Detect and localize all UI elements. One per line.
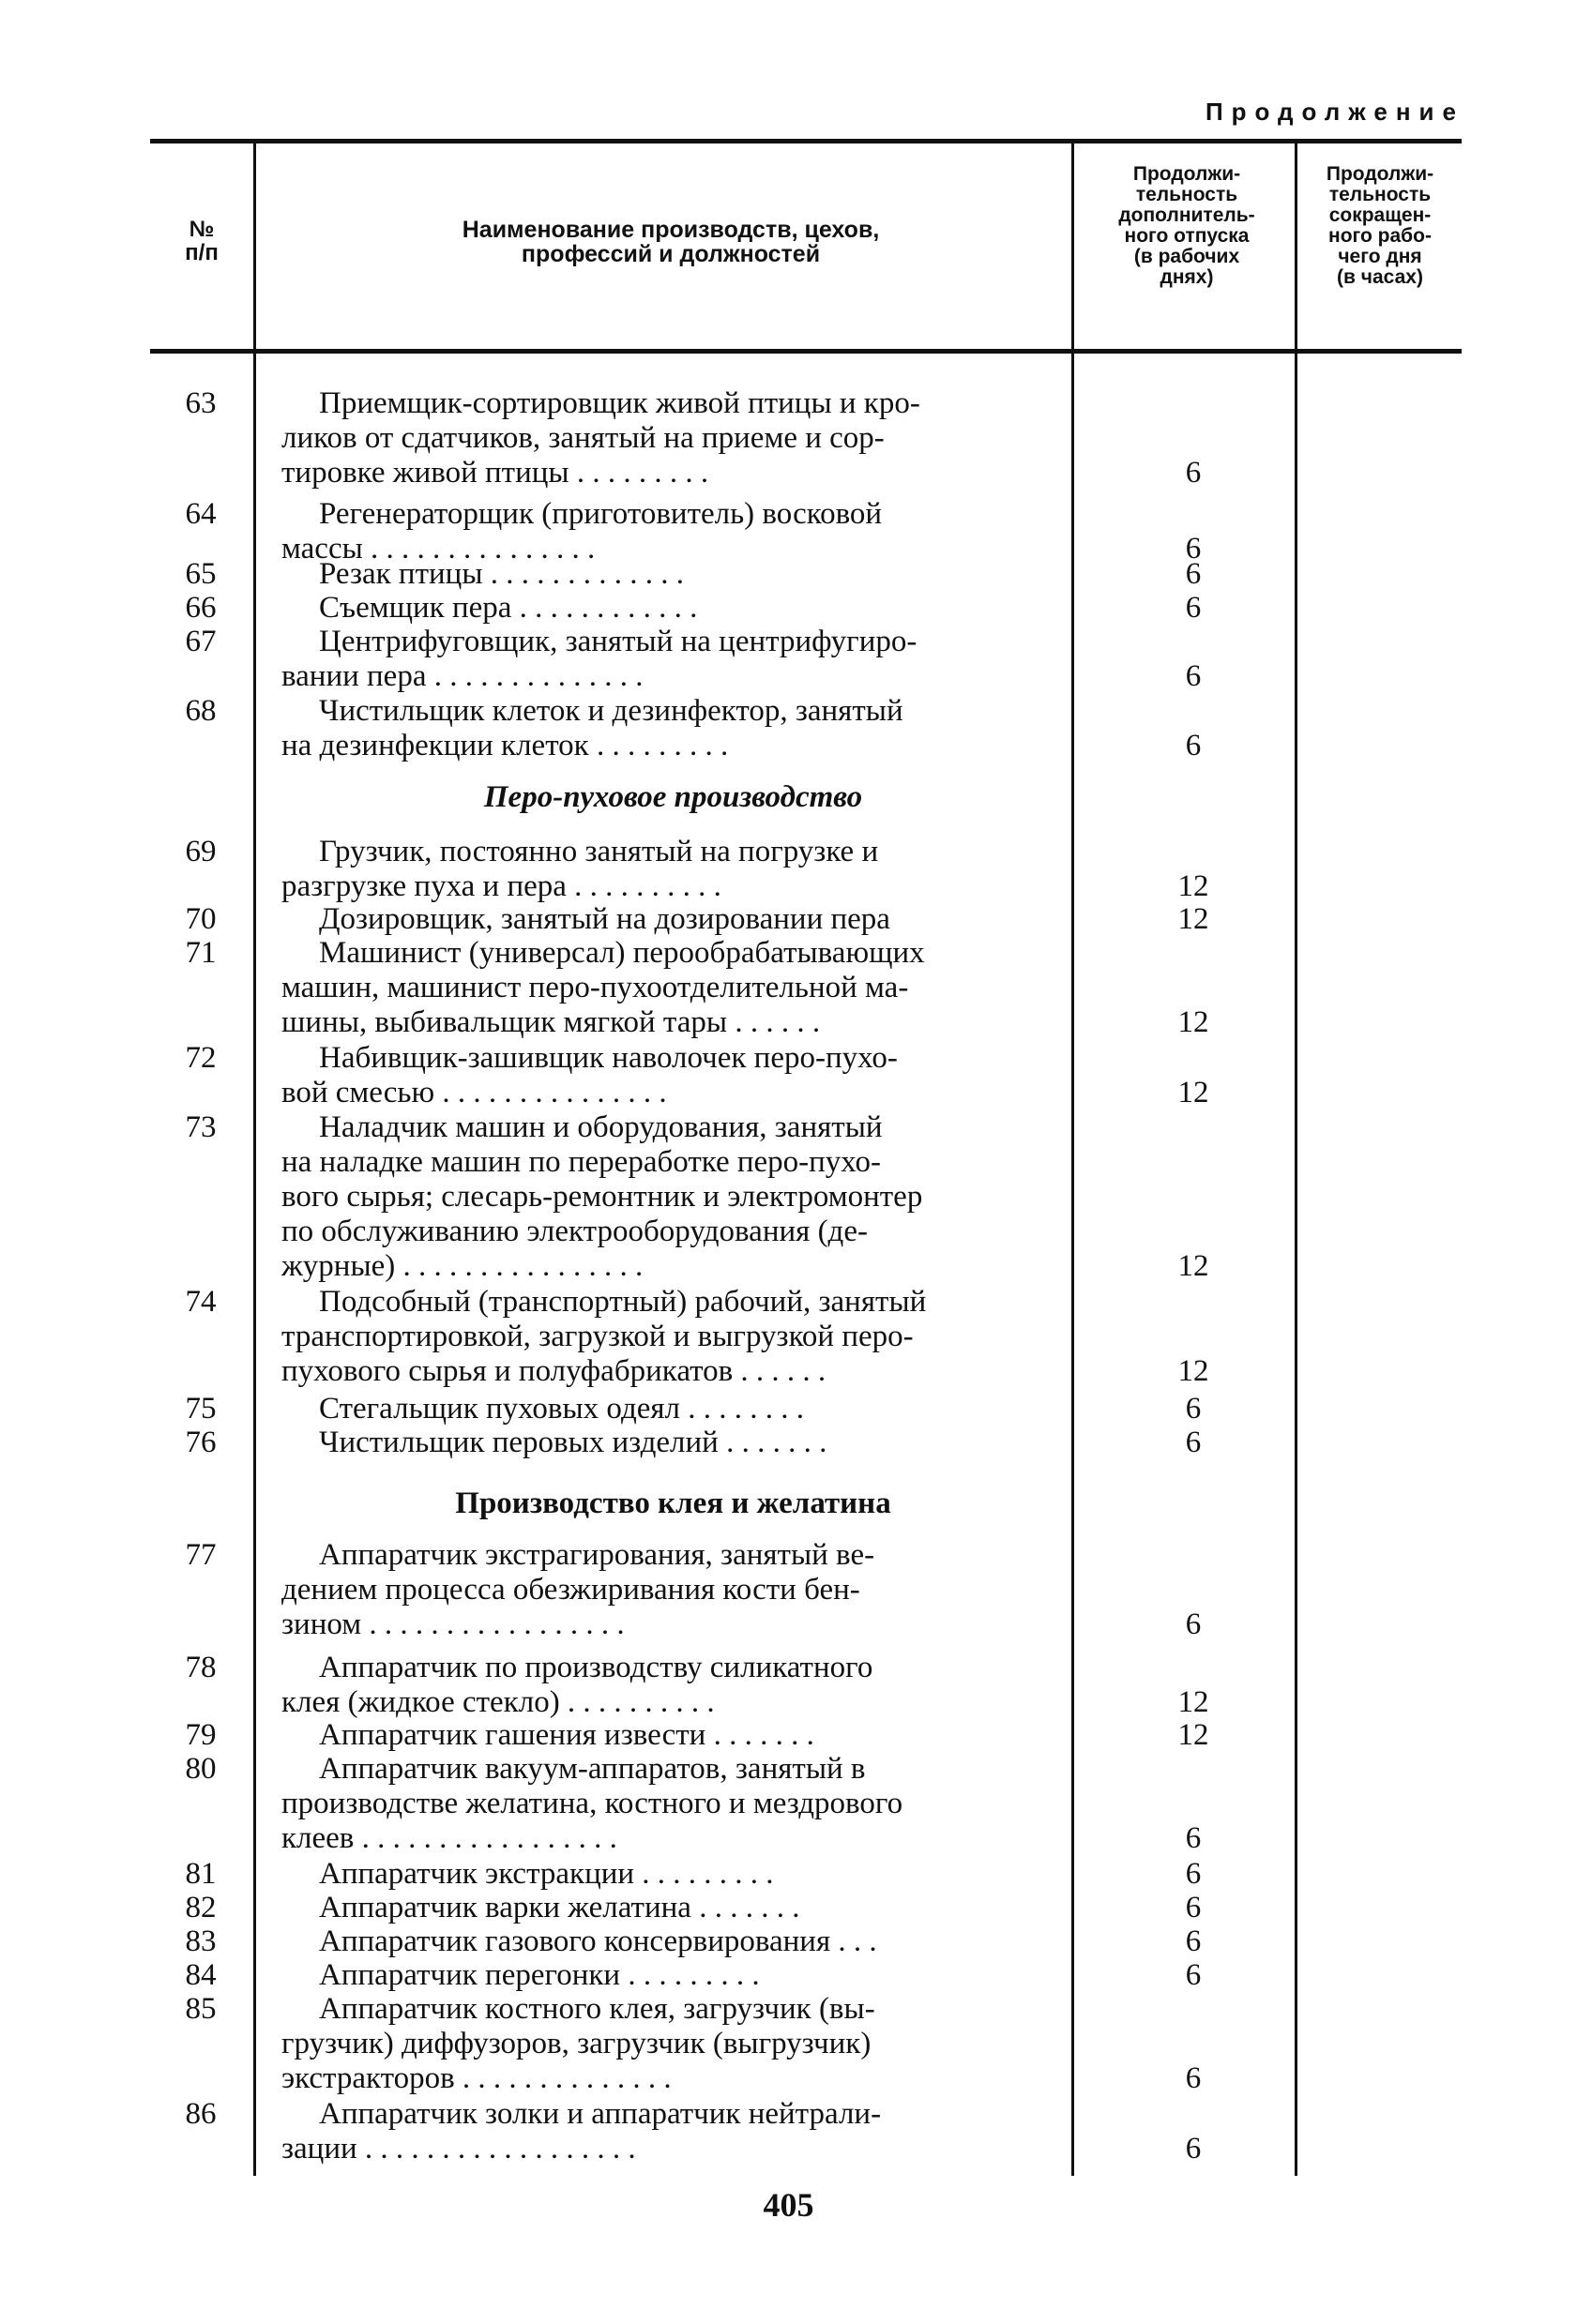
row-number: 86 (185, 2097, 217, 2131)
row-profession-line: Регенераторщик (приготовитель) восковой (319, 497, 883, 531)
row-profession (281, 1992, 1065, 2096)
section-heading-glue: Производство клея и желатина (455, 1486, 891, 1520)
row-leave-days: 6 (1185, 1891, 1202, 1924)
row-profession (281, 557, 1065, 592)
header-leave-line: тельность (1135, 184, 1238, 206)
row-profession-line: Чистильщик клеток и дезинфектор, занятый (319, 694, 903, 728)
row-profession-line: Аппаратчик костного клея, загрузчик (вы- (319, 1992, 875, 2026)
header-workday-line: Продолжи- (1326, 163, 1434, 185)
header-number-line: п/п (185, 240, 219, 266)
row-profession-line: транспортировкой, загрузкой и выгрузкой перо- (281, 1320, 914, 1353)
row-number: 85 (185, 1992, 217, 2026)
row-profession-line: Аппаратчик гашения извести . . . . . . . (319, 1718, 814, 1752)
row-leave-days: 6 (1185, 1924, 1202, 1958)
row-profession-line: по обслуживанию электрооборудования (де- (281, 1215, 868, 1248)
column-divider-name (1071, 141, 1074, 2176)
row-number: 82 (185, 1891, 217, 1924)
row-number: 66 (185, 591, 217, 625)
row-profession-line: производстве желатина, костного и мездрового (281, 1787, 903, 1820)
row-profession-line: Стегальщик пуховых одеял . . . . . . . . (319, 1392, 805, 1426)
row-profession-line: экстракторов . . . . . . . . . . . . . . (281, 2061, 672, 2095)
row-profession (281, 497, 1065, 566)
row-leave-days: 6 (1185, 1607, 1202, 1641)
header-leave-line: (в рабочих (1133, 246, 1240, 268)
column-divider-leave (1295, 141, 1297, 2176)
row-leave-days: 6 (1185, 1857, 1202, 1891)
table-header-rule (150, 349, 1462, 354)
row-leave-days: 6 (1185, 659, 1202, 693)
row-number: 68 (185, 694, 217, 728)
row-profession (281, 1857, 1065, 1892)
row-profession-line: шины, выбивальщик мягкой тары . . . . . . (281, 1005, 821, 1039)
row-number: 70 (185, 902, 217, 936)
row-profession (281, 1752, 1065, 1856)
row-number: 67 (185, 625, 217, 658)
row-profession-line: Аппаратчик по производству силикатного (319, 1651, 873, 1684)
row-leave-days: 12 (1177, 1076, 1209, 1109)
row-profession-line: вании пера . . . . . . . . . . . . . . (281, 659, 644, 693)
header-name-line: профессий и должностей (521, 241, 821, 268)
row-leave-days: 6 (1185, 2061, 1202, 2095)
row-profession-line: Центрифуговщик, занятый на центрифугиро- (319, 625, 917, 658)
row-leave-days: 6 (1185, 532, 1202, 566)
row-profession-line: клеев . . . . . . . . . . . . . . . . . (281, 1821, 617, 1855)
row-profession-line: вого сырья; слесарь-ремонтник и электромонтер (281, 1180, 923, 1214)
row-number: 81 (185, 1857, 217, 1891)
row-profession-line: на дезинфекции клеток . . . . . . . . . (281, 729, 729, 762)
row-profession-line: Аппаратчик золки и аппаратчик нейтрали- (319, 2097, 882, 2131)
row-number: 84 (185, 1958, 217, 1992)
row-profession (281, 1041, 1065, 1110)
row-leave-days: 6 (1185, 1821, 1202, 1855)
header-leave-line: днях) (1160, 266, 1214, 289)
row-profession-line: Аппаратчик газового консервирования . . . (319, 1924, 877, 1958)
row-leave-days: 6 (1185, 2132, 1202, 2166)
row-leave-days: 6 (1185, 729, 1202, 762)
row-number: 74 (185, 1285, 217, 1319)
page-number: 405 (763, 2186, 814, 2224)
row-profession-line: Наладчик машин и оборудования, занятый (319, 1110, 883, 1144)
row-profession (281, 1426, 1065, 1460)
section-heading-feather: Перо-пуховое производство (483, 780, 863, 814)
row-number: 73 (185, 1110, 217, 1144)
row-profession (281, 1285, 1065, 1389)
row-profession (281, 1651, 1065, 1720)
row-profession-line: Грузчик, постоянно занятый на погрузке и (319, 835, 879, 868)
row-profession-line: Аппаратчик перегонки . . . . . . . . . (319, 1958, 760, 1992)
row-number: 77 (185, 1538, 217, 1572)
row-profession-line: Аппаратчик вакуум-аппаратов, занятый в (319, 1752, 866, 1786)
header-leave-line: дополнитель- (1118, 204, 1255, 227)
header-leave-line: Продолжи- (1132, 163, 1241, 185)
row-profession-line: Аппаратчик экстрагирования, занятый ве- (319, 1538, 875, 1572)
row-profession (281, 1891, 1065, 1925)
table-top-rule (150, 139, 1462, 143)
row-profession-line: Съемщик пера . . . . . . . . . . . . (319, 591, 698, 625)
row-profession (281, 835, 1065, 904)
row-profession-line: Чистильщик перовых изделий . . . . . . . (319, 1426, 827, 1459)
row-number: 83 (185, 1924, 217, 1958)
header-leave-days (1079, 164, 1295, 288)
header-leave-line: ного отпуска (1124, 225, 1250, 248)
row-profession (281, 625, 1065, 694)
header-workday-line: сокращен- (1328, 204, 1432, 227)
row-number: 76 (185, 1426, 217, 1459)
row-leave-days: 12 (1177, 1354, 1209, 1388)
row-leave-days: 12 (1177, 1005, 1209, 1039)
row-leave-days: 6 (1185, 456, 1202, 490)
row-number: 78 (185, 1651, 217, 1684)
row-leave-days: 12 (1177, 902, 1209, 936)
row-number: 72 (185, 1041, 217, 1075)
row-profession-line: пухового сырья и полуфабрикатов . . . . . . (281, 1354, 826, 1388)
column-divider-num (253, 141, 256, 2176)
row-profession (281, 1924, 1065, 1959)
row-profession-line: журные) . . . . . . . . . . . . . . . . (281, 1249, 644, 1283)
row-profession-line: Аппаратчик варки желатина . . . . . . . (319, 1891, 800, 1924)
row-profession (281, 694, 1065, 763)
row-profession-line: зации . . . . . . . . . . . . . . . . . . (281, 2132, 636, 2166)
row-profession (281, 936, 1065, 1040)
header-number-line: № (189, 217, 215, 242)
row-profession-line: тировке живой птицы . . . . . . . . . (281, 456, 709, 490)
row-number: 71 (185, 936, 217, 970)
header-workday-hours (1299, 164, 1461, 288)
row-profession-line: на наладке машин по переработке перо-пухо- (281, 1145, 882, 1179)
row-number: 63 (185, 386, 217, 420)
header-name (267, 218, 1074, 267)
row-profession-line: Набивщик-зашивщик наволочек перо-пухо- (319, 1041, 898, 1075)
row-number: 69 (185, 835, 217, 868)
row-profession-line: клея (жидкое стекло) . . . . . . . . . . (281, 1685, 715, 1719)
header-number (155, 218, 249, 264)
row-leave-days: 12 (1177, 1718, 1209, 1752)
row-profession-line: разгрузке пуха и пера . . . . . . . . . . (281, 869, 721, 903)
row-leave-days: 6 (1185, 1426, 1202, 1459)
row-number: 79 (185, 1718, 217, 1752)
row-profession (281, 1718, 1065, 1753)
row-profession-line: Аппаратчик экстракции . . . . . . . . . (319, 1857, 774, 1891)
row-number: 65 (185, 557, 217, 591)
row-profession-line: Дозировщик, занятый на дозировании пера (319, 902, 890, 936)
row-profession (281, 1958, 1065, 1993)
row-profession (281, 591, 1065, 626)
row-leave-days: 6 (1185, 591, 1202, 625)
row-number: 80 (185, 1752, 217, 1786)
header-workday-line: (в часах) (1337, 266, 1423, 289)
row-profession (281, 2097, 1065, 2166)
row-leave-days: 12 (1177, 1685, 1209, 1719)
row-profession (281, 386, 1065, 490)
row-leave-days: 6 (1185, 557, 1202, 591)
row-profession-line: Резак птицы . . . . . . . . . . . . . (319, 557, 685, 591)
row-profession-line: машин, машинист перо-пухоотделительной ма- (281, 971, 909, 1004)
row-leave-days: 12 (1177, 1249, 1209, 1283)
row-profession-line: Машинист (универсал) перообрабатывающих (319, 936, 925, 970)
row-profession-line: массы . . . . . . . . . . . . . . . (281, 532, 596, 566)
row-number: 64 (185, 497, 217, 531)
row-profession-line: ликов от сдатчиков, занятый на приеме и сор- (281, 421, 885, 455)
row-profession-line: зином . . . . . . . . . . . . . . . . . (281, 1607, 625, 1641)
row-profession-line: дением процесса обезжиривания кости бен- (281, 1573, 860, 1607)
row-profession (281, 1110, 1065, 1284)
row-leave-days: 12 (1177, 869, 1209, 903)
continuation-label: Продолжение (1205, 98, 1464, 126)
header-workday-line: тельность (1328, 184, 1432, 206)
row-number: 75 (185, 1392, 217, 1426)
row-profession (281, 1538, 1065, 1642)
row-profession (281, 902, 1065, 937)
header-name-line: Наименование производств, цехов, (462, 217, 880, 243)
row-profession-line: Подсобный (транспортный) рабочий, занятый (319, 1285, 927, 1319)
row-leave-days: 6 (1185, 1958, 1202, 1992)
header-workday-line: чего дня (1338, 246, 1422, 268)
row-profession (281, 1392, 1065, 1426)
header-workday-line: ного рабо- (1328, 225, 1432, 248)
row-profession-line: вой смесью . . . . . . . . . . . . . . . (281, 1076, 667, 1109)
row-profession-line: Приемщик-сортировщик живой птицы и кро- (319, 386, 920, 420)
row-leave-days: 6 (1185, 1392, 1202, 1426)
row-profession-line: грузчик) диффузоров, загрузчик (выгрузчик) (281, 2027, 872, 2060)
